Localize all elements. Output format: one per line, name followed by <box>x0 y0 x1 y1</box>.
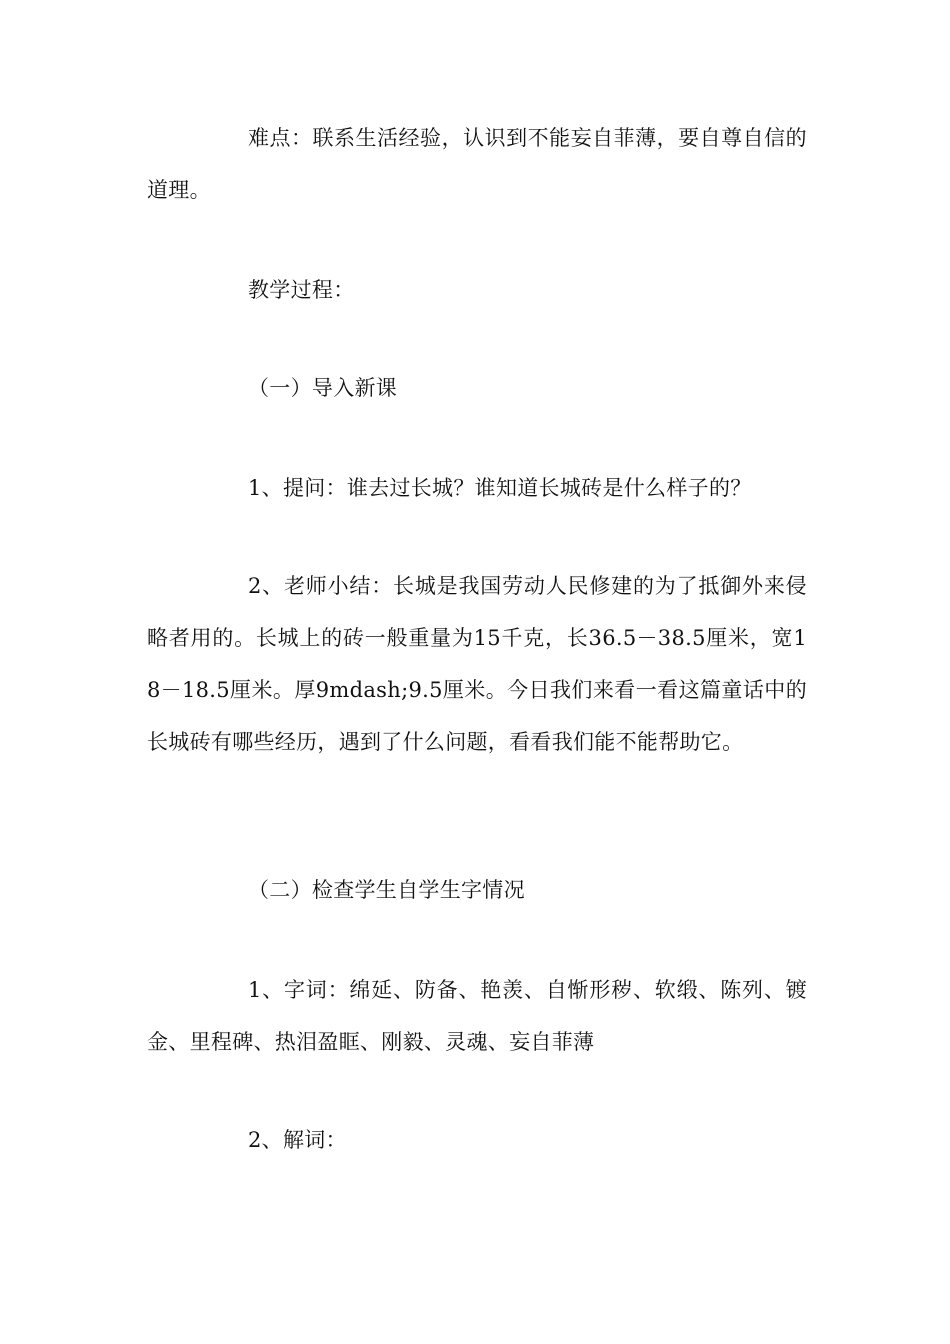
paragraph-vocabulary: 1、字词：绵延、防备、艳羡、自惭形秽、软缎、陈列、镀金、里程碑、热泪盈眶、刚毅、灵魂、妄自菲薄 <box>147 978 807 1054</box>
paragraph-question: 1、提问：谁去过长城？谁知道长城砖是什么样子的？ <box>248 476 752 500</box>
paragraph-difficulty: 难点：联系生活经验，认识到不能妄自菲薄，要自尊自信的道理。 <box>147 126 807 202</box>
paragraph-teacher-summary: 2、老师小结：长城是我国劳动人民修建的为了抵御外来侵略者用的。长城上的砖一般重量为15千克，长36.5－38.5厘米，宽18－18.5厘米。厚9mdash;9.5厘米。今日我们来看一看这篇童话中的长城砖有哪些经历，遇到了什么问题，看看我们能不能帮助它。 <box>147 574 807 754</box>
section-heading-check: （二）检查学生自学生字情况 <box>248 878 525 902</box>
section-heading-intro: （一）导入新课 <box>248 376 398 400</box>
paragraph-teaching-process-heading: 教学过程： <box>248 278 355 302</box>
paragraph-word-explanation: 2、解词： <box>248 1128 347 1152</box>
